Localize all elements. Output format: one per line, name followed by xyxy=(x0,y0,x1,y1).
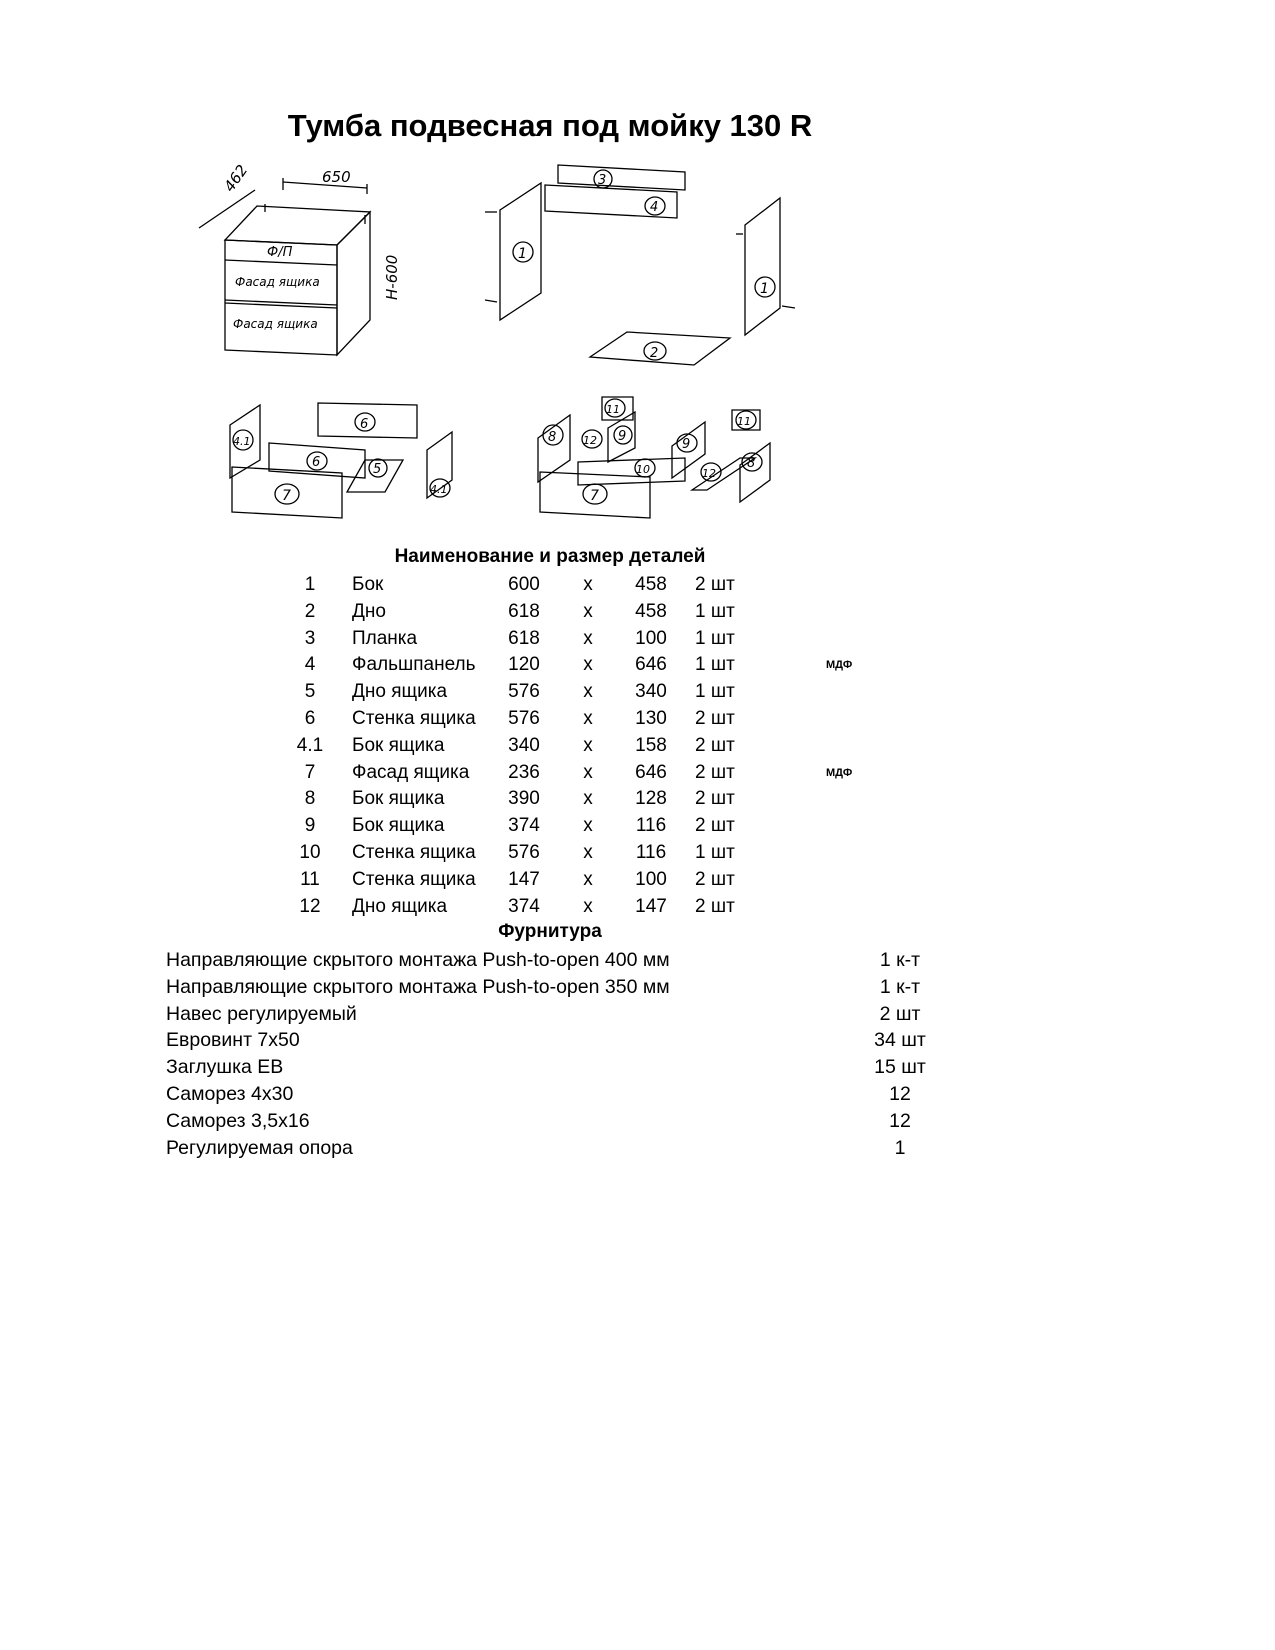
hardware-quantity: 34 шт xyxy=(874,1029,926,1052)
callout-11-left: 11 xyxy=(606,403,620,416)
part-name: Бок xyxy=(352,574,384,595)
hardware-quantity: 2 шт xyxy=(879,1002,921,1025)
part-times: х xyxy=(583,761,593,783)
part-length: 600 xyxy=(508,574,540,595)
part-quantity: 2 шт xyxy=(695,734,735,756)
table-row xyxy=(0,679,1275,706)
part-number: 5 xyxy=(304,681,316,703)
hardware-name: Саморез 3,5х16 xyxy=(166,1109,310,1132)
hardware-quantity: 1 к-т xyxy=(879,949,921,971)
list-item xyxy=(0,1027,1275,1054)
hardware-name: Направляющие скрытого монтажа Push-to-open 400 мм xyxy=(166,949,670,971)
part-width: 646 xyxy=(635,761,667,783)
hardware-name: Направляющие скрытого монтажа Push-to-open 350 мм xyxy=(166,975,670,998)
part-times: х xyxy=(583,600,593,622)
part-name: Дно ящика xyxy=(352,681,448,703)
callout-6-front: 6 xyxy=(312,455,321,470)
label-false-panel: Ф/П xyxy=(267,245,293,260)
part-name: Планка xyxy=(352,627,418,649)
table-row xyxy=(0,652,1275,679)
hardware-quantity: 15 шт xyxy=(874,1056,926,1079)
hardware-heading: Фурнитура xyxy=(498,921,602,942)
part-times: х xyxy=(583,841,593,863)
dimension-depth: 462 xyxy=(220,161,252,196)
part-number: 11 xyxy=(300,868,320,890)
part-name: Дно ящика xyxy=(352,895,448,917)
table-row xyxy=(0,706,1275,733)
callout-6-back: 6 xyxy=(360,417,369,432)
part-name: Стенка ящика xyxy=(352,841,476,863)
part-times: х xyxy=(583,895,593,917)
part-times: х xyxy=(583,627,593,649)
part-number: 8 xyxy=(304,788,316,810)
dimension-width: 650 xyxy=(322,168,351,186)
part-material: МДФ xyxy=(826,659,853,672)
part-name: Фасад ящика xyxy=(352,761,470,783)
callout-10: 10 xyxy=(636,463,650,476)
exploded-drawer-2 xyxy=(538,397,770,518)
part-quantity: 2 шт xyxy=(695,815,735,837)
hardware-list xyxy=(0,947,1275,1161)
callout-3: 3 xyxy=(598,173,607,188)
part-name: Бок ящика xyxy=(352,815,445,837)
part-times: х xyxy=(583,868,593,890)
part-number: 7 xyxy=(304,761,316,783)
part-times: х xyxy=(583,654,593,676)
part-length: 576 xyxy=(508,681,540,703)
callout-5: 5 xyxy=(373,462,382,477)
table-row xyxy=(0,867,1275,894)
hardware-name: Евровинт 7х50 xyxy=(166,1029,300,1052)
part-width: 458 xyxy=(635,574,667,595)
label-drawer-facade-1: Фасад ящика xyxy=(235,275,320,289)
callout-2: 2 xyxy=(650,346,659,361)
part-width: 158 xyxy=(635,734,667,756)
callout-9-left: 9 xyxy=(618,429,627,444)
part-width: 646 xyxy=(635,654,667,676)
callout-1-right: 1 xyxy=(760,281,769,297)
part-name: Стенка ящика xyxy=(352,707,476,729)
dimension-height: H-600 xyxy=(383,254,401,300)
exploded-carcass xyxy=(485,165,795,365)
part-width: 116 xyxy=(635,841,667,863)
part-length: 618 xyxy=(508,627,540,649)
callout-4-1-right: 4.1 xyxy=(430,483,448,496)
part-width: 147 xyxy=(635,895,667,917)
part-width: 458 xyxy=(635,600,667,622)
assembly-drawing xyxy=(195,160,845,530)
parts-heading: Наименование и размер деталей xyxy=(394,546,706,567)
part-name: Бок ящика xyxy=(352,788,445,810)
table-row xyxy=(0,894,1275,921)
part-length: 374 xyxy=(508,815,540,837)
part-times: х xyxy=(583,681,593,703)
part-number: 4.1 xyxy=(296,734,324,756)
part-times: х xyxy=(583,788,593,810)
callout-4: 4 xyxy=(650,200,659,215)
hardware-quantity: 12 xyxy=(889,1082,911,1105)
page-title: Тумба подвесная под мойку 130 R xyxy=(287,108,813,143)
table-row xyxy=(0,733,1275,760)
hardware-name: Саморез 4х30 xyxy=(166,1082,294,1105)
part-name: Фальшпанель xyxy=(352,654,476,676)
callout-9-right: 9 xyxy=(682,437,691,452)
hardware-quantity: 1 xyxy=(894,1136,906,1159)
table-row xyxy=(0,840,1275,867)
table-row xyxy=(0,599,1275,626)
table-row xyxy=(0,813,1275,840)
part-quantity: 2 шт xyxy=(695,761,735,783)
part-times: х xyxy=(583,734,593,756)
part-length: 147 xyxy=(508,868,540,890)
part-length: 340 xyxy=(508,734,540,756)
callout-4-1-left: 4.1 xyxy=(233,435,251,448)
part-number: 3 xyxy=(304,627,316,649)
list-item xyxy=(0,1001,1275,1028)
list-item xyxy=(0,1108,1275,1135)
table-row xyxy=(0,786,1275,813)
part-number: 12 xyxy=(299,895,321,917)
part-width: 100 xyxy=(635,627,667,649)
part-quantity: 2 шт xyxy=(695,707,735,729)
part-times: х xyxy=(583,815,593,837)
part-width: 130 xyxy=(635,707,667,729)
part-width: 128 xyxy=(635,788,667,810)
list-item xyxy=(0,1054,1275,1081)
callout-7-left: 7 xyxy=(282,488,291,504)
part-quantity: 2 шт xyxy=(695,574,735,595)
hardware-quantity: 1 к-т xyxy=(879,975,921,998)
part-times: х xyxy=(583,707,593,729)
part-times: х xyxy=(583,574,593,595)
part-name: Стенка ящика xyxy=(352,868,476,890)
list-item xyxy=(0,1081,1275,1108)
part-width: 116 xyxy=(635,815,667,837)
part-quantity: 1 шт xyxy=(695,841,735,863)
hardware-name: Регулируемая опора xyxy=(166,1136,353,1159)
part-name: Бок ящика xyxy=(352,734,445,756)
callout-12-right: 12 xyxy=(702,467,716,480)
table-row xyxy=(0,572,1275,599)
part-quantity: 1 шт xyxy=(695,627,735,649)
exploded-drawer-1 xyxy=(230,403,452,518)
callout-11-right: 11 xyxy=(737,415,751,428)
part-length: 576 xyxy=(508,841,540,863)
part-quantity: 2 шт xyxy=(695,788,735,810)
hardware-name: Навес регулируемый xyxy=(166,1002,357,1025)
part-quantity: 1 шт xyxy=(695,600,735,622)
callout-8-right: 8 xyxy=(747,456,756,471)
part-number: 4 xyxy=(304,654,316,676)
part-number: 2 xyxy=(304,600,316,622)
part-length: 576 xyxy=(508,707,540,729)
part-number: 9 xyxy=(304,815,316,837)
hardware-quantity: 12 xyxy=(889,1109,911,1132)
assembled-cabinet xyxy=(199,161,401,355)
callout-1-left: 1 xyxy=(518,246,527,262)
list-item xyxy=(0,1135,1275,1162)
list-item xyxy=(0,947,1275,974)
hardware-name: Заглушка ЕВ xyxy=(166,1056,284,1079)
part-width: 100 xyxy=(635,868,667,890)
table-row xyxy=(0,760,1275,787)
part-quantity: 2 шт xyxy=(695,895,735,917)
part-number: 6 xyxy=(304,707,316,729)
part-length: 390 xyxy=(508,788,540,810)
part-quantity: 1 шт xyxy=(695,681,735,703)
part-quantity: 2 шт xyxy=(695,868,735,890)
part-quantity: 1 шт xyxy=(695,654,735,676)
part-name: Дно xyxy=(352,600,386,622)
table-row xyxy=(0,626,1275,653)
callout-7-right: 7 xyxy=(590,488,599,504)
part-length: 120 xyxy=(508,654,540,676)
label-drawer-facade-2: Фасад ящика xyxy=(233,317,318,331)
part-length: 374 xyxy=(508,895,540,917)
part-width: 340 xyxy=(635,681,667,703)
parts-table xyxy=(0,572,1275,920)
part-material: МДФ xyxy=(826,766,853,779)
list-item xyxy=(0,974,1275,1001)
part-number: 1 xyxy=(304,574,316,595)
callout-8-left: 8 xyxy=(548,430,557,445)
part-number: 10 xyxy=(299,841,321,863)
part-length: 618 xyxy=(508,600,540,622)
callout-12-left: 12 xyxy=(583,434,597,447)
part-length: 236 xyxy=(508,761,540,783)
